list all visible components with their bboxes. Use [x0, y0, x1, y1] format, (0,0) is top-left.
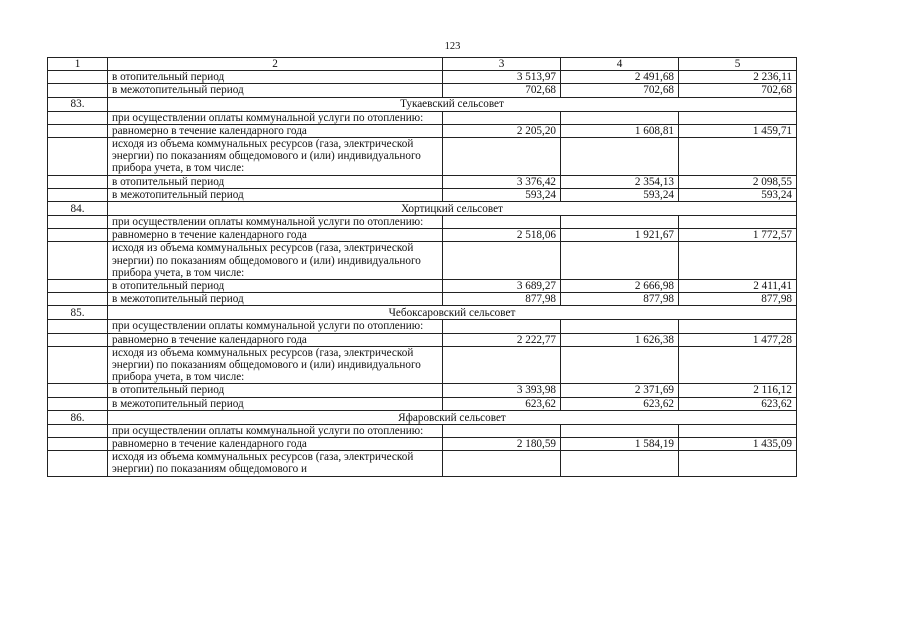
row-label: в межотопительный период [108, 397, 443, 410]
value-cell: 1 459,71 [679, 124, 797, 137]
table-row [48, 346, 797, 384]
value-cell [679, 424, 797, 437]
value-cell: 3 376,42 [443, 175, 561, 188]
value-cell: 593,24 [679, 188, 797, 201]
section-title: Яфаровский сельсовет [108, 410, 797, 424]
value-cell [443, 242, 561, 280]
value-cell [561, 346, 679, 384]
row-label: в межотопительный период [108, 293, 443, 306]
value-cell [443, 451, 561, 476]
row-label: исходя из объема коммунальных ресурсов (газа, электрической энергии) по показаниям общедомового и (или) индивидуального прибора учета, в том числе: [108, 242, 443, 280]
number-cell [48, 397, 108, 410]
row-label: исходя из объема коммунальных ресурсов (газа, электрической энергии) по показаниям общедомового и (или) индивидуального прибора учета, в том числе: [108, 346, 443, 384]
number-cell [48, 216, 108, 229]
value-cell: 877,98 [443, 293, 561, 306]
value-cell [443, 424, 561, 437]
value-cell: 2 205,20 [443, 124, 561, 137]
number-cell [48, 451, 108, 476]
value-cell: 2 180,59 [443, 438, 561, 451]
number-cell [48, 293, 108, 306]
header-cell: 2 [108, 58, 443, 71]
section-header-row [48, 410, 797, 424]
value-cell: 2 371,69 [561, 384, 679, 397]
row-label: в отопительный период [108, 71, 443, 84]
value-cell: 2 098,55 [679, 175, 797, 188]
table-row [48, 84, 797, 97]
number-cell [48, 188, 108, 201]
value-cell [679, 111, 797, 124]
value-cell [443, 138, 561, 176]
number-cell [48, 280, 108, 293]
row-label: исходя из объема коммунальных ресурсов (газа, электрической энергии) по показаниям общедомового и [108, 451, 443, 476]
value-cell: 593,24 [561, 188, 679, 201]
section-number: 83. [48, 97, 108, 111]
number-cell [48, 438, 108, 451]
row-label: при осуществлении оплаты коммунальной услуги по отоплению: [108, 320, 443, 333]
row-label: при осуществлении оплаты коммунальной услуги по отоплению: [108, 111, 443, 124]
table-row [48, 333, 797, 346]
table-row [48, 438, 797, 451]
value-cell: 3 393,98 [443, 384, 561, 397]
value-cell [679, 138, 797, 176]
value-cell: 2 354,13 [561, 175, 679, 188]
number-cell [48, 346, 108, 384]
value-cell [679, 216, 797, 229]
value-cell: 1 584,19 [561, 438, 679, 451]
value-cell [679, 346, 797, 384]
header-cell: 4 [561, 58, 679, 71]
value-cell: 623,62 [561, 397, 679, 410]
value-cell [443, 320, 561, 333]
table-row [48, 229, 797, 242]
value-cell: 877,98 [679, 293, 797, 306]
tariff-table [47, 57, 797, 477]
number-cell [48, 124, 108, 137]
header-cell: 5 [679, 58, 797, 71]
row-label: равномерно в течение календарного года [108, 333, 443, 346]
header-cell: 3 [443, 58, 561, 71]
number-cell [48, 242, 108, 280]
value-cell: 1 608,81 [561, 124, 679, 137]
value-cell [561, 320, 679, 333]
table-row [48, 188, 797, 201]
value-cell: 623,62 [443, 397, 561, 410]
value-cell: 702,68 [679, 84, 797, 97]
value-cell: 877,98 [561, 293, 679, 306]
value-cell: 1 435,09 [679, 438, 797, 451]
value-cell [679, 320, 797, 333]
table-row [48, 424, 797, 437]
section-header-row [48, 306, 797, 320]
table-row [48, 384, 797, 397]
value-cell: 2 411,41 [679, 280, 797, 293]
table-row [48, 175, 797, 188]
row-label: в межотопительный период [108, 84, 443, 97]
value-cell: 1 921,67 [561, 229, 679, 242]
value-cell: 1 772,57 [679, 229, 797, 242]
value-cell: 3 689,27 [443, 280, 561, 293]
value-cell [679, 451, 797, 476]
value-cell [561, 111, 679, 124]
row-label: при осуществлении оплаты коммунальной услуги по отоплению: [108, 424, 443, 437]
table-row [48, 111, 797, 124]
number-cell [48, 424, 108, 437]
number-cell [48, 229, 108, 242]
section-header-row [48, 202, 797, 216]
number-cell [48, 175, 108, 188]
table-row [48, 280, 797, 293]
number-cell [48, 71, 108, 84]
section-header-row [48, 97, 797, 111]
value-cell: 1 477,28 [679, 333, 797, 346]
value-cell: 702,68 [443, 84, 561, 97]
value-cell [561, 216, 679, 229]
value-cell [679, 242, 797, 280]
value-cell: 2 666,98 [561, 280, 679, 293]
value-cell [561, 451, 679, 476]
value-cell: 2 222,77 [443, 333, 561, 346]
number-cell [48, 84, 108, 97]
number-cell [48, 111, 108, 124]
row-label: в отопительный период [108, 280, 443, 293]
table-row [48, 216, 797, 229]
value-cell [561, 424, 679, 437]
section-title: Хортицкий сельсовет [108, 202, 797, 216]
table-row [48, 242, 797, 280]
number-cell [48, 138, 108, 176]
value-cell [443, 216, 561, 229]
row-label: в отопительный период [108, 175, 443, 188]
number-cell [48, 320, 108, 333]
table-row [48, 138, 797, 176]
table-row [48, 320, 797, 333]
value-cell: 2 236,11 [679, 71, 797, 84]
value-cell: 593,24 [443, 188, 561, 201]
value-cell [443, 111, 561, 124]
row-label: равномерно в течение календарного года [108, 438, 443, 451]
value-cell [561, 242, 679, 280]
page-number: 123 [444, 41, 461, 52]
table-row [48, 71, 797, 84]
section-number: 84. [48, 202, 108, 216]
row-label: в межотопительный период [108, 188, 443, 201]
section-number: 85. [48, 306, 108, 320]
row-label: исходя из объема коммунальных ресурсов (газа, электрической энергии) по показаниям общедомового и (или) индивидуального прибора учета, в том числе: [108, 138, 443, 176]
section-title: Чебоксаровский сельсовет [108, 306, 797, 320]
value-cell: 2 116,12 [679, 384, 797, 397]
value-cell: 1 626,38 [561, 333, 679, 346]
value-cell: 2 491,68 [561, 71, 679, 84]
header-cell: 1 [48, 58, 108, 71]
value-cell: 623,62 [679, 397, 797, 410]
row-label: равномерно в течение календарного года [108, 124, 443, 137]
section-number: 86. [48, 410, 108, 424]
table-row [48, 451, 797, 476]
row-label: при осуществлении оплаты коммунальной услуги по отоплению: [108, 216, 443, 229]
number-cell [48, 384, 108, 397]
value-cell [561, 138, 679, 176]
value-cell [443, 346, 561, 384]
number-cell [48, 333, 108, 346]
table-row [48, 293, 797, 306]
table-row [48, 124, 797, 137]
value-cell: 702,68 [561, 84, 679, 97]
section-title: Тукаевский сельсовет [108, 97, 797, 111]
row-label: равномерно в течение календарного года [108, 229, 443, 242]
row-label: в отопительный период [108, 384, 443, 397]
table-row [48, 397, 797, 410]
value-cell: 3 513,97 [443, 71, 561, 84]
table-header-row [48, 58, 797, 71]
value-cell: 2 518,06 [443, 229, 561, 242]
